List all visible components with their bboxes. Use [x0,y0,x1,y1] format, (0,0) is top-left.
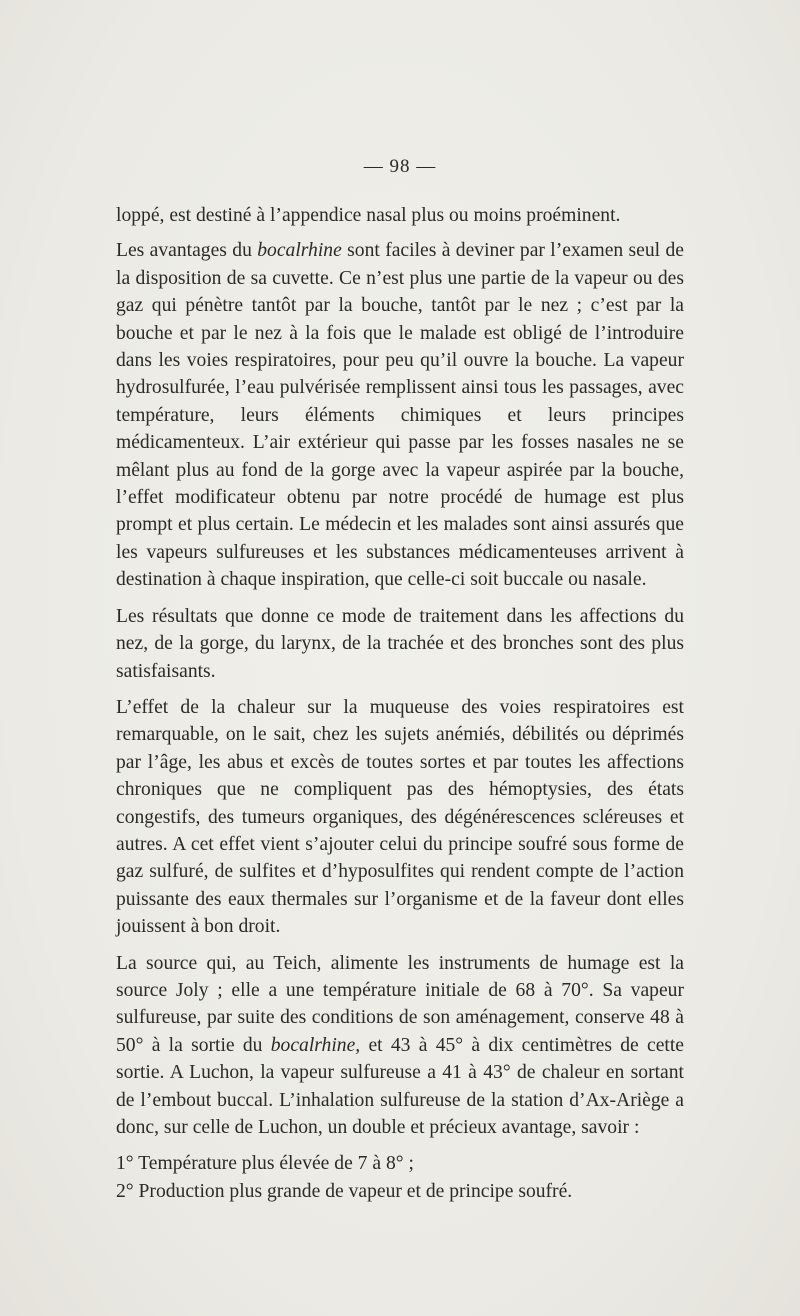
paragraph-text: L’effet de la chaleur sur la muqueuse des voies respiratoires est remarquable, on le sait, chez les sujets anémiés, débilités ou déprimés par l’âge, les abus et excès de toutes sortes et par toutes les affections chroniques que ne compliquent pas des hémoptysies, des états congestifs, des tumeurs organiques, des dégénérescences scléreuses et autres. A cet effet vient s’ajouter celui du principe soufré sous forme de gaz sulfuré, de sulfites et d’hyposulfites qui rendent compte de l’action puissante des eaux thermales sur l’organisme et de la faveur dont elles jouissent à bon droit. [116,696,684,938]
list-item: 1° Température plus élevée de 7 à 8° ; [116,1153,414,1175]
list-item: 2° Production plus grande de vapeur et de principe soufré. [116,1180,573,1202]
paragraph-text: Les avantages du [116,240,258,262]
page-number: — 98 — [363,156,437,177]
paragraph-text: sont faciles à deviner par l’examen seul de la disposition de sa cuvette. Ce n’est plus une partie de la vapeur ou des gaz qui pénètre tantôt par la bouche, tantôt par le nez ; c’est par la bouche et par le nez à la fois que le malade est obligé de l’introduire dans les voies respiratoires, pour peu qu’il ouvre la bouche. La vapeur hydrosulfurée, l’eau pulvérisée remplissent ainsi tous les passages, avec température, leurs éléments chimiques et leurs principes médicamenteux. L’air extérieur qui passe par les fosses nasales ne se mêlant plus au fond de la gorge avec la vapeur aspirée par la bouche, l’effet modificateur obtenu par notre procédé de humage est plus prompt et plus certain. Le médecin et les malades sont ainsi assurés que les vapeurs sulfureuses et les substances médicamenteuses arrivent à destination à chaque inspiration, que celle-ci soit buccale ou nasale. [116,240,684,591]
paragraph [116,237,684,593]
paragraph-italic-text: bocalrhine, [270,1034,361,1056]
paragraph-text: loppé, est destiné à l’appendice nasal plus ou moins proéminent. [116,205,621,226]
paragraph [116,603,684,685]
paragraph [116,950,684,1142]
paragraph-text: Les résultats que donne ce mode de traitement dans les affections du nez, de la gorge, du larynx, de la trachée et des bronches sont des plus satisfaisants. [116,605,684,682]
paragraph-text: La source qui, au Teich, alimente les instruments de humage est la source Joly ; elle a une température initiale de 68 à 70°. Sa vapeur sulfureuse, par suite des conditions de son aménagement, conserve 48 à 50° à la sortie du [116,952,684,1056]
body-text [116,202,684,1205]
paragraph [116,694,684,941]
paragraph [116,202,684,229]
paragraph-italic-text: bocalrhine [257,240,342,262]
paragraph-text: et 43 à 45° à dix centimètres de cette sortie. A Luchon, la vapeur sulfureuse a 41 à 43° de chaleur en sortant de l’embout buccal. L’inhalation sulfureuse de la station d’Ax-Ariège a donc, sur celle de Luchon, un double et précieux avantage, savoir : [116,1034,684,1138]
